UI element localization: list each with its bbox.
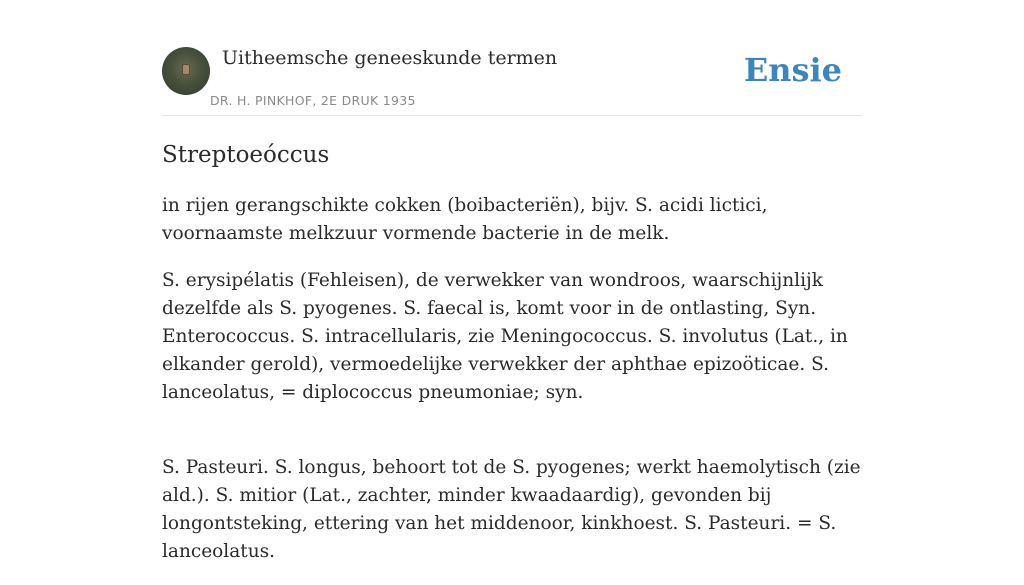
header (162, 0, 862, 116)
book-cover-image[interactable] (162, 47, 210, 95)
entry-definition (162, 192, 862, 585)
definition-paragraph: S. erysipélatis (Fehleisen), de verwekker van wondroos, waarschijnlijk dezelfde als S. pyogenes. S. faecal is, komt voor in de ontlasting, Syn. Enterococcus. S. intracellularis, zie Meningococcus. S. involutus (Lat., in elkander gerold), vermoedelijke verwekker der aphthae epizoöticae. S. lanceolatus, = diplococcus pneumoniae; syn. (162, 270, 848, 403)
definition-paragraph: S. Pasteuri. S. longus, behoort tot de S. pyogenes; werkt haemolytisch (zie ald.). S. mitior (Lat., zachter, minder kwaadaardig), gevonden bij longontsteking, ettering van het middenoor, kinkhoest. S. Pasteuri. = S. lanceolatus. (162, 457, 861, 562)
page (162, 0, 862, 562)
paragraph-spacer (162, 426, 862, 454)
cover-emblem-icon (183, 65, 189, 74)
book-subtitle: DR. H. PINKHOF, 2E DRUK 1935 (210, 93, 416, 108)
entry-term: Streptoeóccus (162, 142, 330, 168)
definition-paragraph: in rijen gerangschikte cokken (boibacteriën), bijv. S. acidi lictici, voornaamste melkzuur vormende bacterie in de melk. (162, 195, 768, 244)
book-title[interactable]: Uitheemsche geneeskunde termen (222, 47, 558, 69)
brand-logo-link[interactable]: Ensie (743, 51, 842, 89)
